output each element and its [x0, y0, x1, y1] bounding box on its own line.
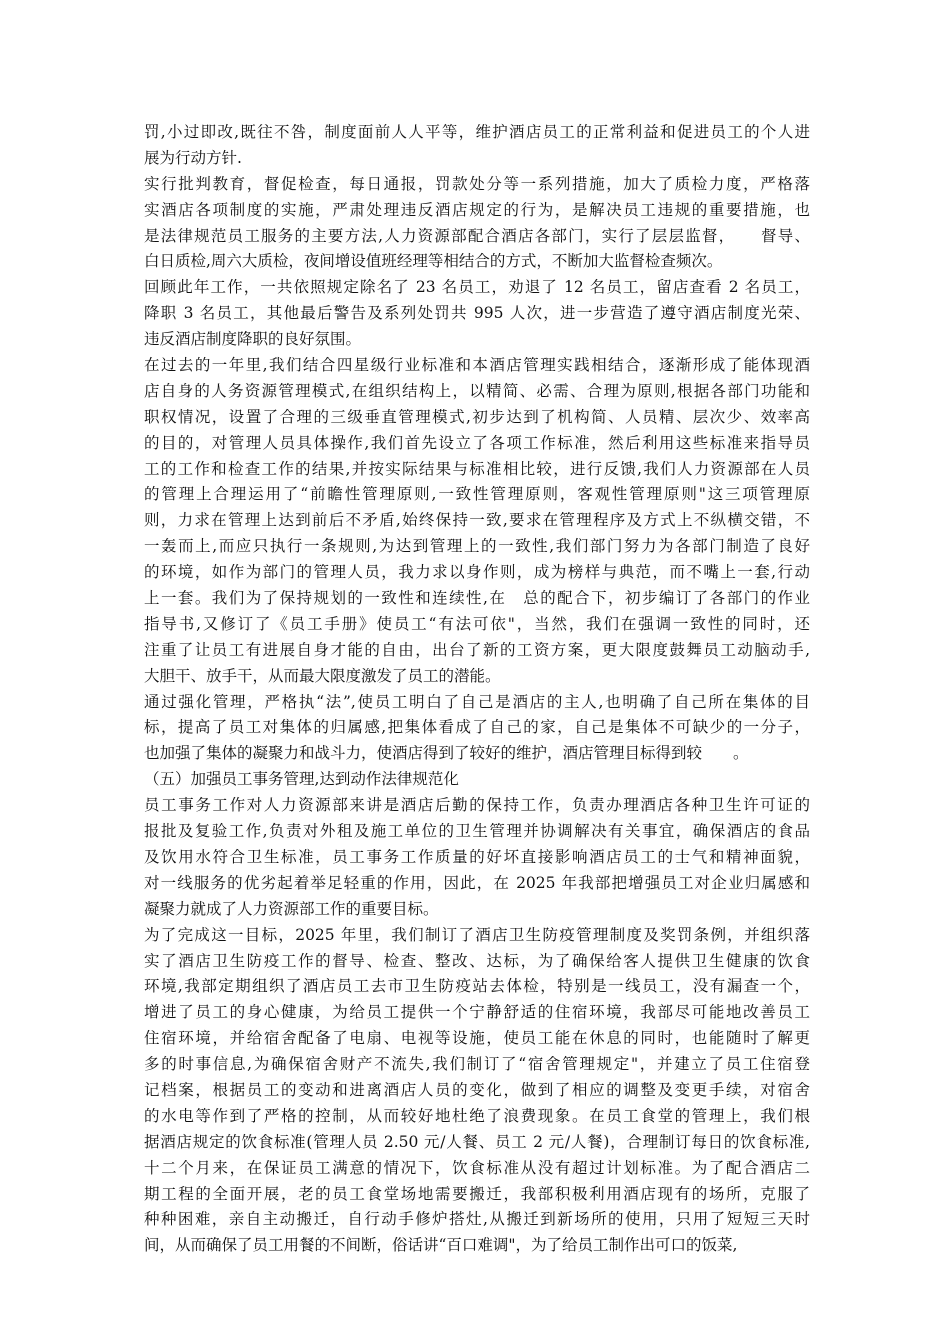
text-line: 工的工作和检查工作的结果,并按实际结果与标准相比较，进行反馈,我们人力资源部在人员 [144, 459, 810, 478]
paragraph [144, 923, 810, 1260]
text-line: 的水电等作到了严格的控制，从而较好地杜绝了浪费现象。在员工食堂的管理上，我们根 [144, 1106, 810, 1125]
text-line: 住宿环境，并给宿舍配备了电扇、电视等设施，使员工能在休息的同时，也能随时了解更 [144, 1029, 810, 1048]
text-line: 大胆干、放手干，从而最大限度激发了员工的潜能。 [144, 666, 501, 685]
text-line: 记档案，根据员工的变动和进离酒店人员的变化，做到了相应的调整及变更手续，对宿舍 [144, 1080, 810, 1099]
document-page [144, 120, 810, 1259]
text-line: 实酒店各项制度的实施，严肃处理违反酒店规定的行为，是解决员工违规的重要措施，也 [144, 200, 810, 219]
text-line: 违反酒店制度降职的良好氛围。 [144, 330, 362, 349]
text-line: 十二个月来，在保证员工满意的情况下，饮食标准从没有超过计划标准。为了配合酒店二 [144, 1158, 810, 1177]
paragraph [144, 793, 810, 922]
text-line: 注重了让员工有进展自身才能的自由，出台了新的工资方案，更大限度鼓舞员工动脑动手, [144, 640, 810, 659]
text-line: 职权情况，设置了合理的三级垂直管理模式,初步达到了机构简、人员精、层次少、效率高 [144, 407, 810, 426]
text-line: 通过强化管理，严格执“法”,使员工明白了自己是酒店的主人,也明确了自己所在集体的目 [144, 692, 810, 711]
text-line: 及饮用水符合卫生标准，员工事务工作质量的好坏直接影响酒店员工的士气和精神面貌， [144, 847, 810, 866]
text-line: 增进了员工的身心健康，为给员工提供一个宁静舒适的住宿环境，我部尽可能地改善员工 [144, 1003, 810, 1022]
text-line: 据酒店规定的饮食标准(管理人员 2.50 元/人餐、员工 2 元/人餐)，合理制订每日的饮食标准, [144, 1132, 810, 1151]
text-line: 种种困难，亲自主动搬迁，自行动手修炉搭灶,从搬迁到新场所的使用，只用了短短三天时 [144, 1210, 810, 1229]
text-line: 多的时事信息,为确保宿舍财产不流失,我们制订了“宿舍管理规定"，并建立了员工住宿登 [144, 1055, 810, 1074]
text-line: 实了酒店卫生防疫工作的督导、检查、整改、达标，为了确保给客人提供卫生健康的饮食 [144, 951, 810, 970]
paragraph [144, 120, 810, 172]
text-line: 报批及复验工作,负责对外租及施工单位的卫生管理并协调解决有关事宜，确保酒店的食品 [144, 822, 810, 841]
text-line: 标，提高了员工对集体的归属感,把集体看成了自己的家，自己是集体不可缺少的一分子， [144, 718, 810, 737]
text-line: 间，从而确保了员工用餐的不间断，俗话讲“百口难调"，为了给员工制作出可口的饭菜, [144, 1236, 738, 1255]
text-line: 的目的，对管理人员具体操作,我们首先设立了各项工作标准，然后利用这些标准来指导员 [144, 433, 810, 452]
text-line: 的环境，如作为部门的管理人员，我力求以身作则，成为榜样与典范，而不嘴上一套,行动 [144, 563, 810, 582]
text-line: 在过去的一年里,我们结合四星级行业标准和本酒店管理实践相结合，逐渐形成了能体现酒 [144, 356, 810, 375]
text-line: 是法律规范员工服务的主要方法,人力资源部配合酒店各部门，实行了层层监督， 督导、 [144, 226, 810, 245]
text-line: 环境,我部定期组织了酒店员工去市卫生防疫站去体检，特别是一线员工，没有漏查一个， [144, 977, 810, 996]
paragraph [144, 275, 810, 353]
text-line: 员工事务工作对人力资源部来讲是酒店后勤的保持工作，负责办理酒店各种卫生许可证的 [144, 796, 810, 815]
text-line: 店自身的人务资源管理模式,在组织结构上，以精简、必需、合理为原则,根据各部门功能和 [144, 381, 810, 400]
paragraph [144, 690, 810, 768]
text-line: 也加强了集体的凝聚力和战斗力，使酒店得到了较好的维护，酒店管理目标得到较 。 [144, 744, 749, 763]
text-line: 为了完成这一目标，2025 年里，我们制订了酒店卫生防疫管理制度及奖罚条例，并组织落 [144, 925, 810, 944]
paragraph [144, 172, 810, 276]
text-line: 降职 3 名员工，其他最后警告及系列处罚共 995 人次，进一步营造了遵守酒店制度光荣、 [144, 304, 810, 323]
text-line: 白日质检,周六大质检，夜间增设值班经理等相结合的方式，不断加大监督检查频次。 [144, 252, 723, 271]
text-line: 凝聚力就成了人力资源部工作的重要目标。 [144, 899, 439, 918]
text-line: 对一线服务的优劣起着举足轻重的作用，因此，在 2025 年我部把增强员工对企业归属感和 [144, 873, 810, 892]
text-line: （五）加强员工事务管理,达到动作法律规范化 [144, 770, 459, 789]
text-line: 上一套。我们为了保持规划的一致性和连续性,在 总的配合下，初步编订了各部门的作业 [144, 589, 810, 608]
paragraph [144, 353, 810, 690]
text-line: 一轰而上,而应只执行一条规则,为达到管理上的一致性,我们部门努力为各部门制造了良好 [144, 537, 810, 556]
text-line: 罚,小过即改,既往不咎，制度面前人人平等，维护酒店员工的正常利益和促进员工的个人进 [144, 123, 810, 141]
text-line: 展为行动方针. [144, 148, 242, 167]
text-line: 的管理上合理运用了“前瞻性管理原则,一致性管理原则，客观性管理原则"这三项管理原 [144, 485, 810, 504]
text-line: 指导书,又修订了《员工手册》使员工“有法可依"，当然，我们在强调一致性的同时，还 [144, 614, 810, 633]
text-line: 则，力求在管理上达到前后不矛盾,始终保持一致,要求在管理程序及方式上不纵横交错，不 [144, 511, 810, 530]
paragraph [144, 767, 810, 793]
text-line: 实行批判教育，督促检查，每日通报，罚款处分等一系列措施，加大了质检力度，严格落 [144, 174, 810, 193]
text-line: 回顾此年工作，一共依照规定除名了 23 名员工，劝退了 12 名员工，留店查看 2 名员工， [144, 278, 810, 297]
text-line: 期工程的全面开展，老的员工食堂场地需要搬迁，我部积极利用酒店现有的场所，克服了 [144, 1184, 810, 1203]
